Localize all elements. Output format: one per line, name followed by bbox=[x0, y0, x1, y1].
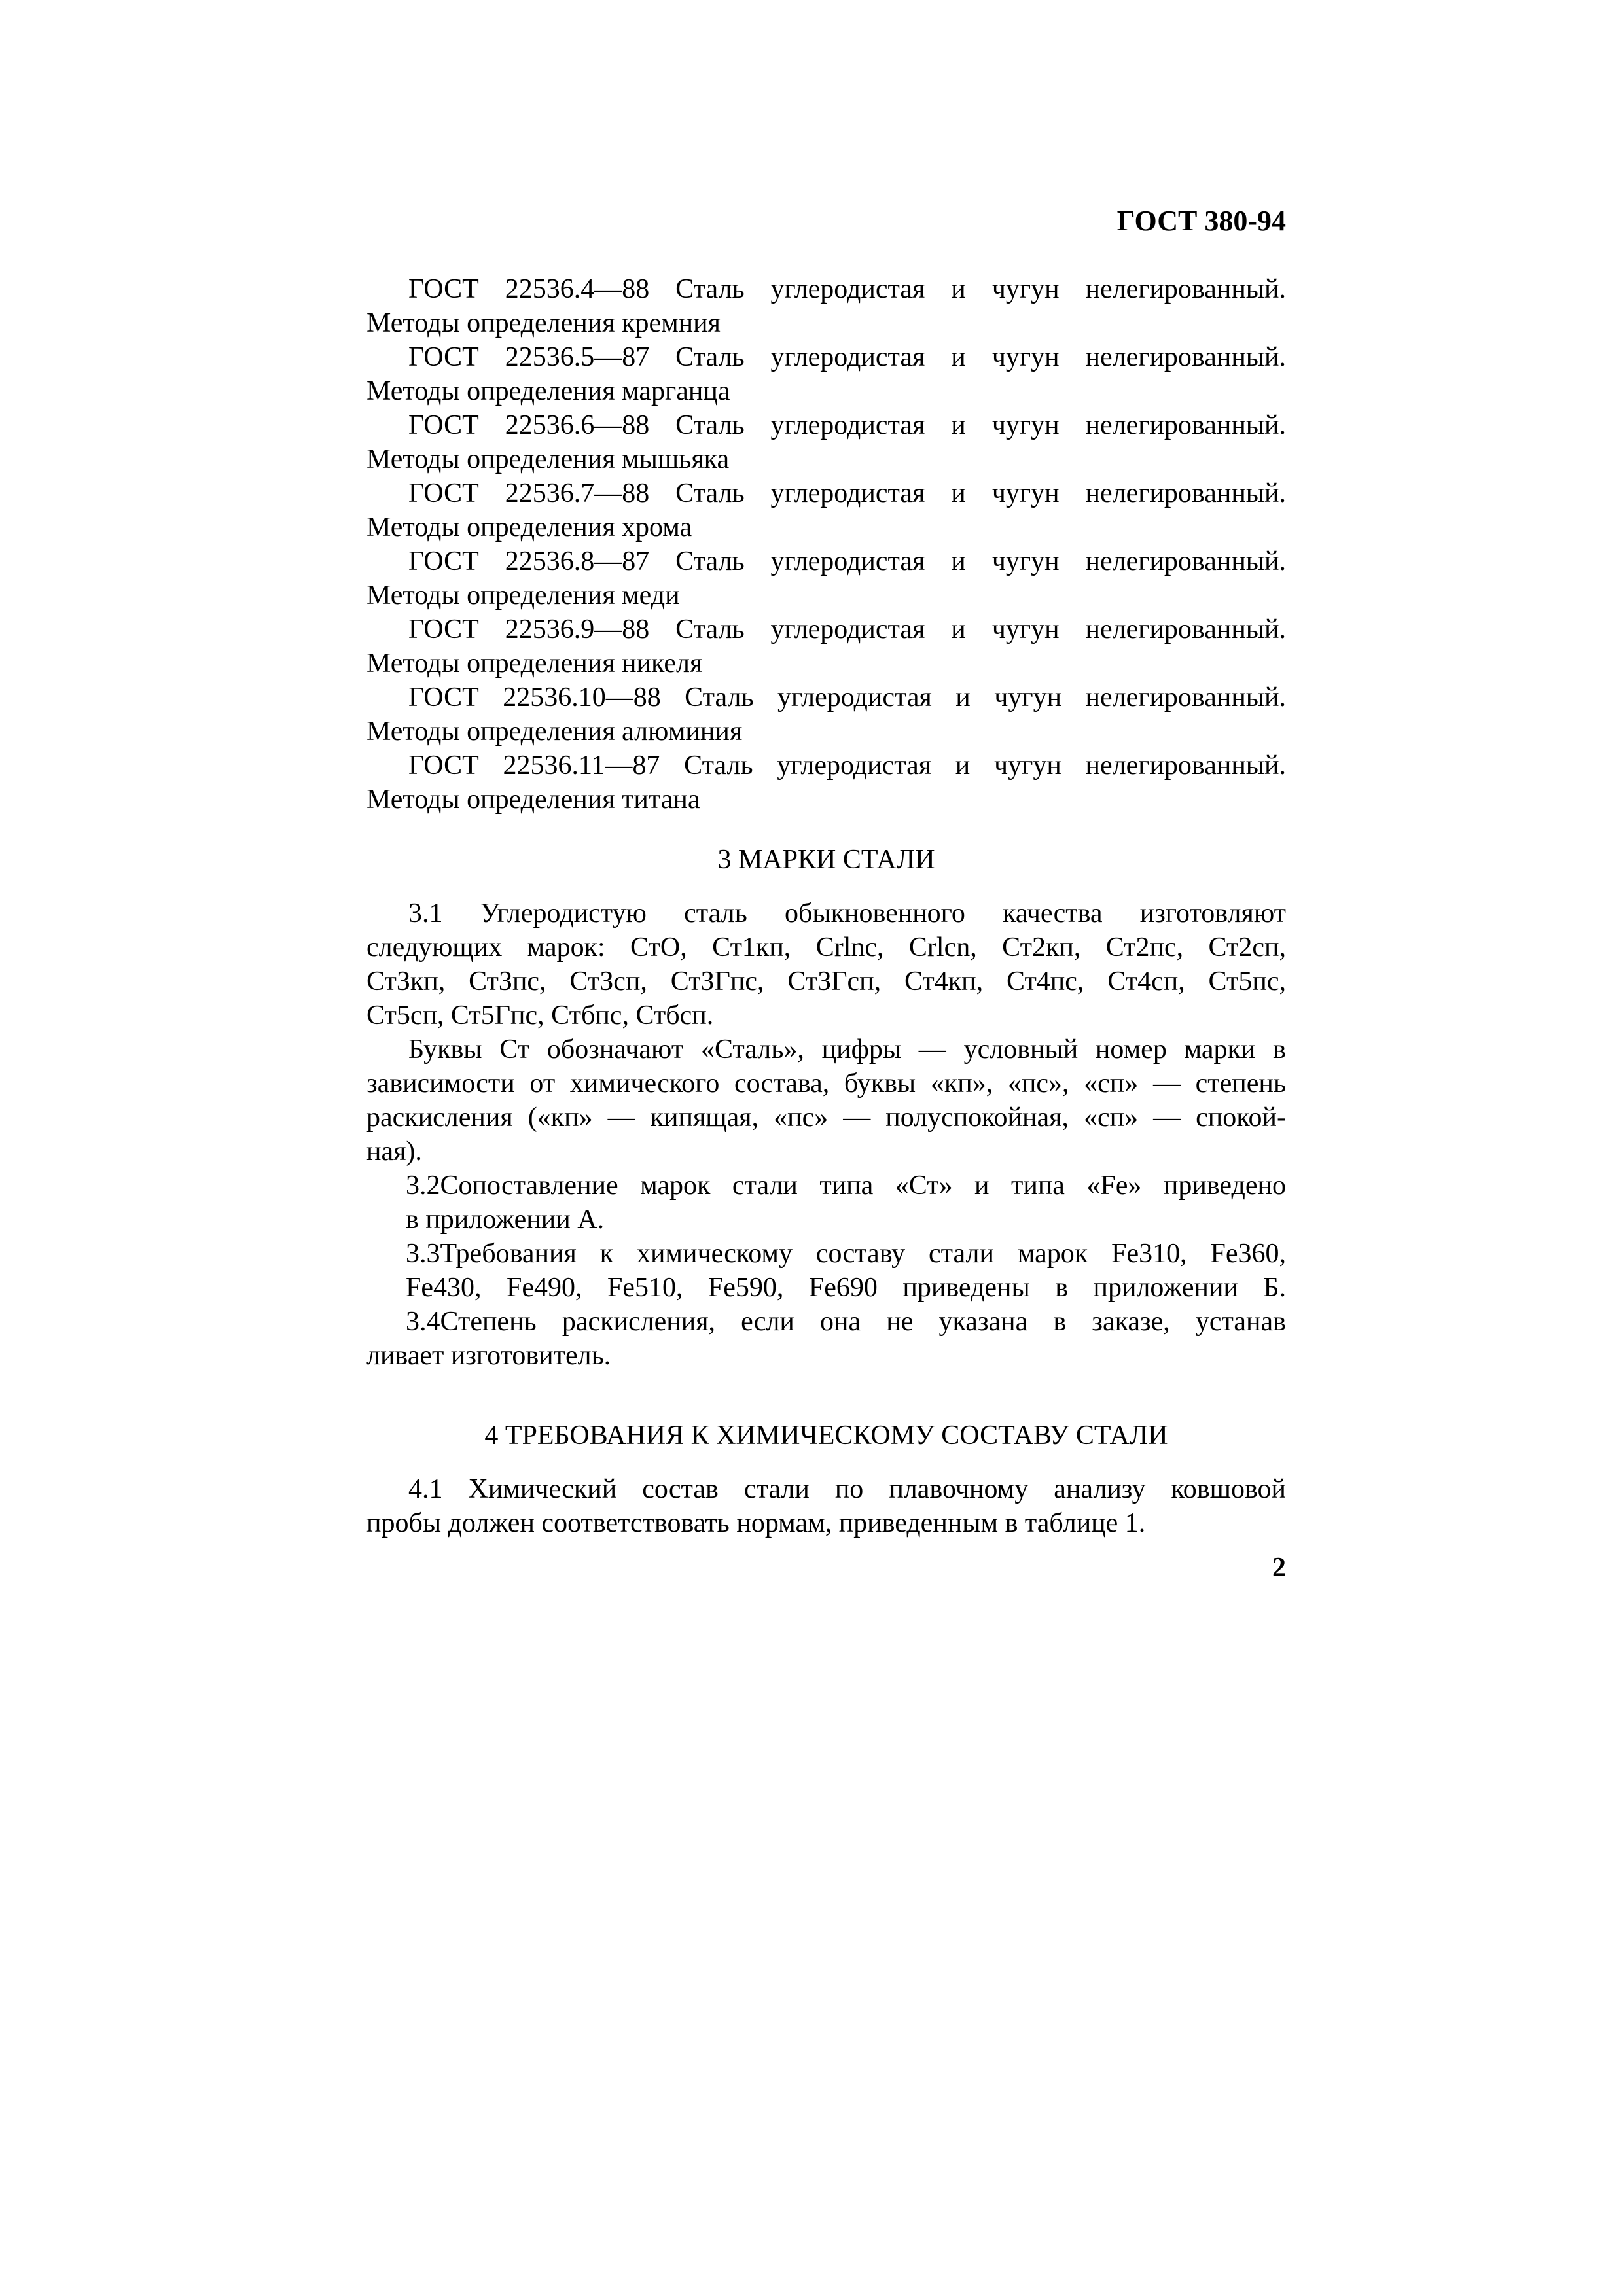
text-line: 3.4Степень раскисления, если она не указана в заказе, устанав bbox=[406, 1307, 1286, 1337]
text-line: Методы определения марганца bbox=[366, 376, 730, 406]
paragraph-3-2 bbox=[406, 1169, 1286, 1237]
text-line: ГОСТ 22536.10—88 Сталь углеродистая и чугун нелегированный. bbox=[408, 682, 1286, 713]
subsections-block bbox=[366, 1169, 1286, 1373]
reference-entry bbox=[366, 340, 1286, 408]
document-header: ГОСТ 380-94 bbox=[1116, 205, 1286, 237]
text-line: следующих марок: СтО, Ст1кп, Crlnc, Crlcn, Ст2кп, Ст2пс, Ст2сп, bbox=[366, 932, 1286, 963]
text-line: Методы определения никеля bbox=[366, 648, 703, 679]
paragraph-3-1 bbox=[366, 896, 1286, 1033]
page-number: 2 bbox=[1272, 1553, 1286, 1583]
text-line: Методы определения кремния bbox=[366, 308, 721, 338]
reference-entry bbox=[366, 544, 1286, 612]
text-line: пробы должен соответствовать нормам, приведенным в таблице 1. bbox=[366, 1508, 1146, 1538]
text-line: Методы определения титана bbox=[366, 785, 700, 815]
reference-entry bbox=[366, 476, 1286, 544]
paragraph-4-1 bbox=[366, 1472, 1286, 1540]
references-list bbox=[366, 272, 1286, 817]
text-line: 3.1 Углеродистую сталь обыкновенного качества изготовляют bbox=[408, 898, 1286, 928]
reference-entry bbox=[366, 408, 1286, 476]
text-line: зависимости от химического состава, буквы «кп», «пс», «сп» — степень bbox=[366, 1069, 1286, 1099]
text-line: ГОСТ 22536.8—87 Сталь углеродистая и чугун нелегированный. bbox=[408, 546, 1286, 576]
reference-entry bbox=[366, 272, 1286, 340]
text-line: ГОСТ 22536.5—87 Сталь углеродистая и чугун нелегированный. bbox=[408, 342, 1286, 372]
section-heading-3: 3 МАРКИ СТАЛИ bbox=[717, 845, 935, 875]
text-line: ГОСТ 22536.11—87 Сталь углеродистая и чугун нелегированный. bbox=[408, 751, 1286, 781]
paragraph-3-4 bbox=[366, 1305, 1286, 1373]
paragraph-letters bbox=[366, 1033, 1286, 1169]
text-line: Методы определения мышьяка bbox=[366, 444, 730, 474]
text-line: Методы определения алюминия bbox=[366, 716, 743, 747]
text-line: 3.2Сопоставление марок стали типа «Ст» и типа «Fe» приведено bbox=[406, 1171, 1286, 1201]
paragraph-3-3 bbox=[406, 1237, 1286, 1305]
text-line: ГОСТ 22536.7—88 Сталь углеродистая и чугун нелегированный. bbox=[408, 478, 1286, 508]
text-block bbox=[366, 204, 1286, 1585]
text-line: 3.3Требования к химическому составу стали марок Fe310, Fe360, bbox=[406, 1239, 1286, 1269]
text-line: ГОСТ 22536.6—88 Сталь углеродистая и чугун нелегированный. bbox=[408, 410, 1286, 440]
text-line: ная). bbox=[366, 1137, 422, 1167]
text-line: ГОСТ 22536.4—88 Сталь углеродистая и чугун нелегированный. bbox=[408, 274, 1286, 304]
text-line: Fe430, Fe490, Fe510, Fe590, Fe690 приведены в приложении Б. bbox=[406, 1273, 1286, 1303]
reference-entry bbox=[366, 749, 1286, 817]
text-line: ливает изготовитель. bbox=[366, 1341, 611, 1371]
text-line: раскисления («кп» — кипящая, «пс» — полуспокойная, «сп» — спокой- bbox=[366, 1103, 1286, 1133]
text-line: 4.1 Химический состав стали по плавочному анализу ковшовой bbox=[408, 1474, 1286, 1504]
reference-entry bbox=[366, 680, 1286, 749]
section-heading-4: 4 ТРЕБОВАНИЯ К ХИМИЧЕСКОМУ СОСТАВУ СТАЛИ bbox=[484, 1421, 1168, 1451]
text-line: ГОСТ 22536.9—88 Сталь углеродистая и чугун нелегированный. bbox=[408, 614, 1286, 645]
text-line: Ст5сп, Ст5Гпс, Стбпс, Стбсп. bbox=[366, 1000, 714, 1031]
text-line: Методы определения меди bbox=[366, 580, 680, 610]
text-line: Методы определения хрома bbox=[366, 512, 692, 542]
text-line: Буквы Ст обозначают «Сталь», цифры — условный номер марки в bbox=[408, 1034, 1286, 1065]
reference-entry bbox=[366, 612, 1286, 680]
text-line: СтЗкп, СтЗпс, СтЗсп, СтЗГпс, СтЗГсп, Ст4кп, Ст4пс, Ст4сп, Ст5пс, bbox=[366, 966, 1286, 997]
text-line: в приложении А. bbox=[406, 1205, 605, 1235]
